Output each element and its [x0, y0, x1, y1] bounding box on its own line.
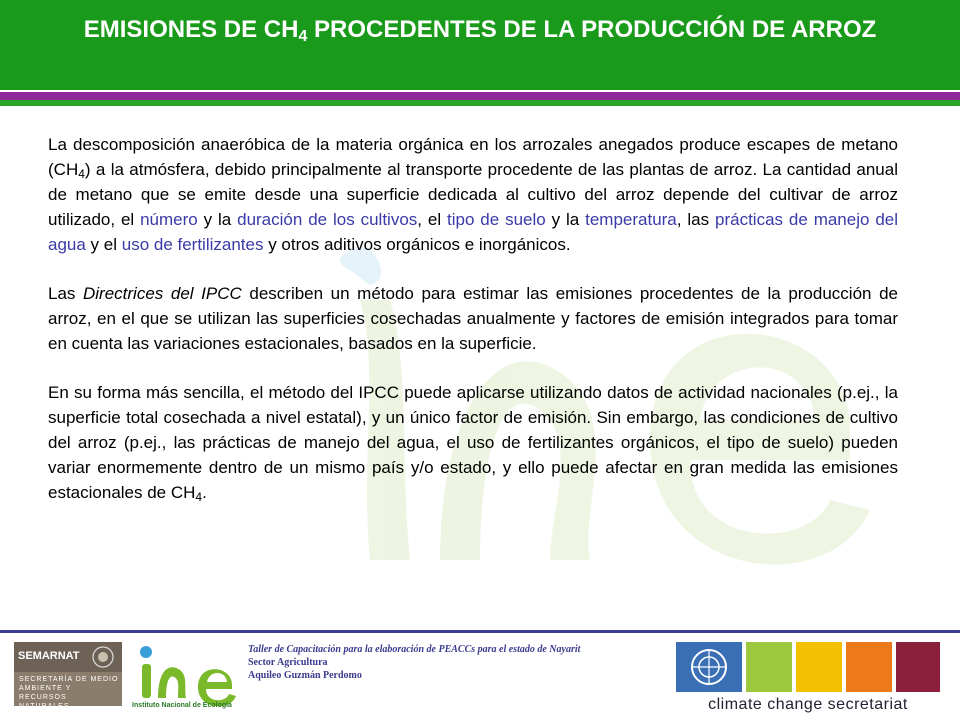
highlight-fertilizantes: uso de fertilizantes: [121, 235, 264, 254]
un-emblem-icon: [676, 642, 742, 692]
semarnat-name: SEMARNAT: [18, 650, 80, 662]
highlight-practicas-agua: prácticas de manejo del agua: [48, 210, 899, 254]
semarnat-header: [14, 642, 122, 672]
paragraph-3: En su forma más sencilla, el método del IPCC puede aplicarse utilizando datos de actividad nacionales (p.ej., la superficie total cosechada a nivel estatal), y un único factor de emisión. Sin embargo, las condiciones de cultivo del arroz (p.ej., las prácticas de manejo del agua, el uso de fertilizantes orgánicos, el tipo de suelo) pueden variar enormemente dentro de un mismo país y/o estado, y ello puede afectar en gran medida las emisiones estacionales de $CH_4$.: [48, 383, 898, 504]
purple-divider: [0, 92, 960, 100]
main-content: [48, 132, 898, 529]
paragraph-1: La descomposición anaeróbica de la materia orgánica en los arrozales anegados produce escapes de metano $(CH_4)$ a la atmósfera, debido principalmente al transporte procedente de las plantas de arroz. La cantidad anual de metano que se emite desde una superficie dedicada al cultivo del arroz depende del cultivar de arroz utilizado, el número y la duración de los cultivos, el tipo de suelo y la temperatura, las prácticas de manejo del agua y el uso de fertilizantes y otros aditivos orgánicos e inorgánicos.: [48, 135, 899, 254]
footer-sector: Sector Agricultura: [248, 657, 328, 668]
climate-change-secretariat-text: climate change secretariat: [676, 696, 940, 716]
mexico-seal-icon: [92, 646, 114, 668]
ine-caption: Instituto Nacional de Ecología: [132, 702, 232, 709]
highlight-duracion: duración de los cultivos: [237, 210, 418, 229]
highlight-temperatura: temperatura: [585, 210, 677, 229]
yellow-square: [796, 642, 842, 692]
semarnat-logo: [14, 642, 122, 710]
footer-workshop: Taller de Capacitación para la elaboración de PEACCs para el estado de Nayarit: [248, 644, 581, 655]
climate-change-secretariat-logo: [676, 642, 940, 716]
orange-square: [846, 642, 892, 692]
green-divider: [0, 100, 960, 106]
footer-divider: [0, 630, 960, 633]
maroon-square: [896, 642, 940, 692]
footer-credits: [248, 643, 580, 682]
un-emblem-square: [676, 642, 742, 692]
footer-author: Aquileo Guzmán Perdomo: [248, 670, 362, 681]
title-banner: [0, 0, 960, 90]
page-title: EMISIONES DE $CH_4$ PROCEDENTES DE LA PRODUCCIÓN DE ARROZ: [83, 16, 877, 45]
green-square: [746, 642, 792, 692]
semarnat-subtitle: SECRETARÍA DE MEDIO AMBIENTE Y RECURSOS NATURALES: [19, 676, 119, 710]
ipcc-guidelines-italic: Directrices del IPCC: [83, 284, 242, 303]
highlight-tipo-suelo: tipo de suelo: [447, 210, 546, 229]
paragraph-2: Las Directrices del IPCC describen un método para estimar las emisiones procedentes de la producción de arroz, en el que se utilizan las superficies cosechadas anualmente y factores de emisión integrados para tomar en cuenta las variaciones estacionales, basados en la superficie.: [48, 284, 898, 353]
highlight-numero: número: [140, 210, 198, 229]
